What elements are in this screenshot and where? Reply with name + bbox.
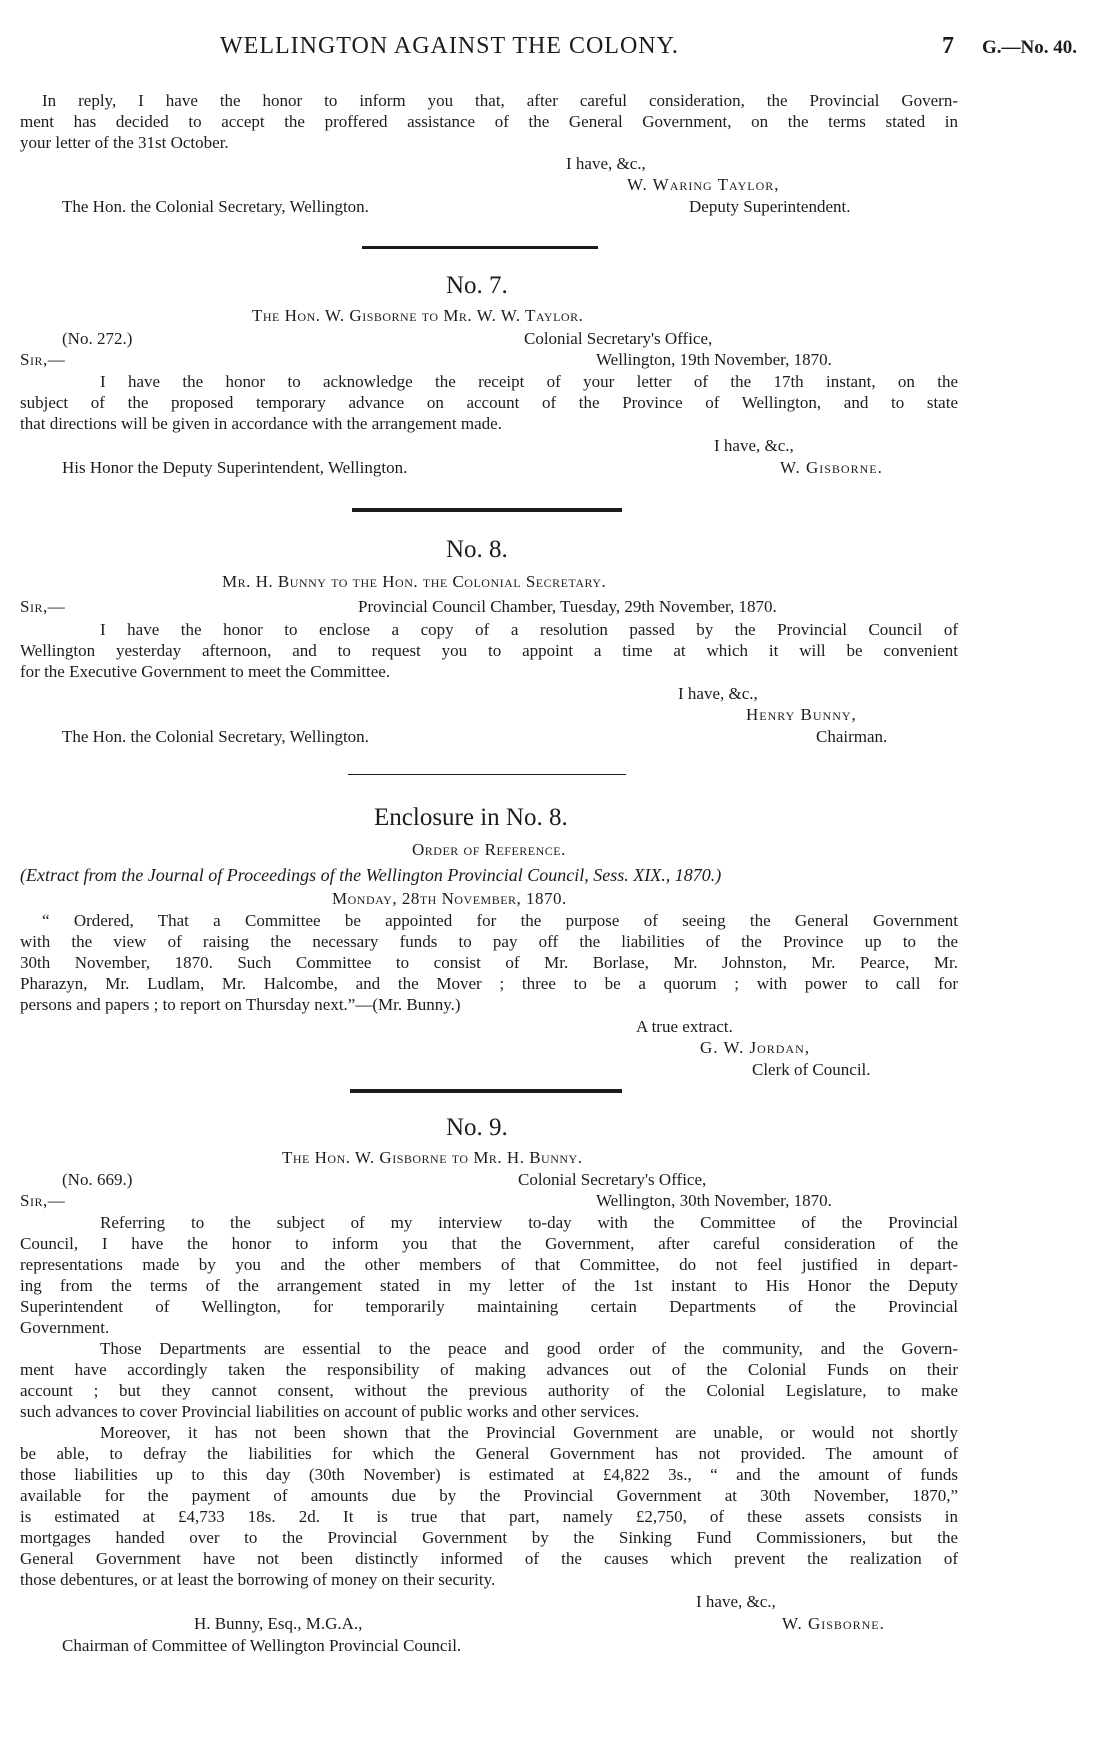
no8-signature-title: Chairman.: [816, 727, 888, 746]
page-number: 7: [942, 33, 954, 59]
no9-line-11: Moreover, it has not been shown that the Provincial Government are unable, or would not shortly: [100, 1423, 958, 1442]
paper-reference: G.—No. 40.: [982, 37, 1077, 58]
no7-signature: W. Gisborne.: [780, 458, 883, 477]
section-divider: [350, 1089, 622, 1093]
no9-line-6: Government.: [20, 1318, 110, 1337]
no9-signature: W. Gisborne.: [782, 1614, 885, 1633]
no8-addressee: The Hon. the Colonial Secretary, Wellington.: [62, 727, 369, 746]
enclosure-subheading: Order of Reference.: [412, 840, 566, 859]
no9-line-4: ing from the terms of the arrangement stated in my letter of the 1st instant to His Honor the Deputy: [20, 1276, 958, 1295]
no9-line-8: ment have accordingly taken the responsibility of making advances out of the Colonial Funds on their: [20, 1360, 958, 1379]
enclosure-date: Monday, 28th November, 1870.: [332, 889, 567, 908]
no8-line-3: for the Executive Government to meet the Committee.: [20, 662, 391, 681]
enclosure-extract-note: (Extract from the Journal of Proceedings of the Wellington Provincial Council, Sess. XIX., 1870.): [20, 865, 722, 885]
no7-line-2: subject of the proposed temporary advance on account of the Province of Wellington, and to state: [20, 393, 958, 412]
no8-line-2: Wellington yesterday afternoon, and to request you to appoint a time at which it will be convenient: [20, 641, 958, 660]
no8-place-date: Provincial Council Chamber, Tuesday, 29th November, 1870.: [358, 597, 777, 616]
no9-line-9: account ; but they cannot consent, without the previous authority of the Colonial Legislature, to make: [20, 1381, 958, 1400]
no8-line-1: I have the honor to enclose a copy of a resolution passed by the Provincial Council of: [100, 620, 958, 639]
enclosure-signature: G. W. Jordan,: [700, 1038, 810, 1057]
no9-line-12: be able, to defray the liabilities for which the General Government has not provided. The amount of: [20, 1444, 958, 1463]
section-divider: [348, 774, 626, 775]
intro-line-2: ment has decided to accept the proffered assistance of the General Government, on the terms stated in: [20, 112, 958, 131]
no7-heading: No. 7.: [446, 272, 508, 299]
intro-line-3: your letter of the 31st October.: [20, 133, 229, 152]
intro-line-1: In reply, I have the honor to inform you that, after careful consideration, the Provincial Govern-: [42, 91, 958, 110]
no9-addressee-2: Chairman of Committee of Wellington Provincial Council.: [62, 1636, 462, 1655]
enclosure-line-1: “ Ordered, That a Committee be appointed for the purpose of seeing the General Government: [42, 911, 958, 930]
intro-signature: W. Waring Taylor,: [627, 175, 780, 194]
no7-salutation: Sir,—: [20, 350, 66, 369]
enclosure-line-5: persons and papers ; to report on Thursday next.”—(Mr. Bunny.): [20, 995, 461, 1014]
no9-line-5: Superintendent of Wellington, for temporarily maintaining certain Departments of the Provincial: [20, 1297, 958, 1316]
no9-line-18: those debentures, or at least the borrowing of money on their security.: [20, 1570, 496, 1589]
running-title: WELLINGTON AGAINST THE COLONY.: [220, 33, 679, 59]
no9-line-17: General Government have not been distinctly informed of the causes which prevent the realization of: [20, 1549, 958, 1568]
no7-office: Colonial Secretary's Office,: [524, 329, 713, 348]
no8-heading: No. 8.: [446, 536, 508, 563]
enclosure-line-2: with the view of raising the necessary funds to pay off the liabilities of the Province up to the: [20, 932, 958, 951]
intro-addressee: The Hon. the Colonial Secretary, Wellington.: [62, 197, 369, 216]
no8-closing: I have, &c.,: [678, 684, 758, 703]
no9-closing: I have, &c.,: [696, 1592, 776, 1611]
no9-line-16: mortgages handed over to the Provincial Government by the Sinking Fund Commissioners, but the: [20, 1528, 958, 1547]
no9-line-3: representations made by you and the other members of that Committee, do not feel justified in depart-: [20, 1255, 958, 1274]
no9-heading: No. 9.: [446, 1114, 508, 1141]
no7-addressee: His Honor the Deputy Superintendent, Wellington.: [62, 458, 408, 477]
no9-office: Colonial Secretary's Office,: [518, 1170, 707, 1189]
intro-closing: I have, &c.,: [566, 154, 646, 173]
no9-line-7: Those Departments are essential to the peace and good order of the community, and the Govern-: [100, 1339, 958, 1358]
no9-line-10: such advances to cover Provincial liabilities on account of public works and other services.: [20, 1402, 640, 1421]
no9-date: Wellington, 30th November, 1870.: [596, 1191, 832, 1210]
no8-subheading: Mr. H. Bunny to the Hon. the Colonial Secretary.: [222, 572, 607, 591]
section-divider: [352, 508, 622, 512]
enclosure-signature-title: Clerk of Council.: [752, 1060, 871, 1079]
no7-subheading: The Hon. W. Gisborne to Mr. W. W. Taylor.: [252, 306, 584, 325]
enclosure-heading: Enclosure in No. 8.: [374, 804, 568, 831]
no7-closing: I have, &c.,: [714, 436, 794, 455]
no9-subheading: The Hon. W. Gisborne to Mr. H. Bunny.: [282, 1148, 583, 1167]
enclosure-line-3: 30th November, 1870. Such Committee to consist of Mr. Borlase, Mr. Johnston, Mr. Pearce, Mr.: [20, 953, 958, 972]
no9-addressee: H. Bunny, Esq., M.G.A.,: [194, 1614, 363, 1633]
no7-date: Wellington, 19th November, 1870.: [596, 350, 832, 369]
no9-line-13: those liabilities up to this day (30th November) is estimated at £4,822 3s., “ and the amount of funds: [20, 1465, 958, 1484]
no7-line-1: I have the honor to acknowledge the receipt of your letter of the 17th instant, on the: [100, 372, 958, 391]
enclosure-line-4: Pharazyn, Mr. Ludlam, Mr. Halcombe, and the Mover ; three to be a quorum ; with power to call for: [20, 974, 958, 993]
no9-line-2: Council, I have the honor to inform you that the Government, after careful consideration of the: [20, 1234, 958, 1253]
no9-ref: (No. 669.): [62, 1170, 133, 1189]
no9-line-1: Referring to the subject of my interview to-day with the Committee of the Provincial: [100, 1213, 958, 1232]
intro-signature-title: Deputy Superintendent.: [689, 197, 851, 216]
no7-line-3: that directions will be given in accordance with the arrangement made.: [20, 414, 502, 433]
no9-line-14: available for the payment of amounts due by the Provincial Government at 30th November, 1870,”: [20, 1486, 958, 1505]
no7-ref: (No. 272.): [62, 329, 133, 348]
no9-salutation: Sir,—: [20, 1191, 66, 1210]
no8-salutation: Sir,—: [20, 597, 66, 616]
no8-signature: Henry Bunny,: [746, 705, 857, 724]
no9-line-15: is estimated at £4,733 18s. 2d. It is true that part, namely £2,750, of these assets consists in: [20, 1507, 958, 1526]
enclosure-true-extract: A true extract.: [636, 1017, 733, 1036]
section-divider: [362, 246, 598, 249]
